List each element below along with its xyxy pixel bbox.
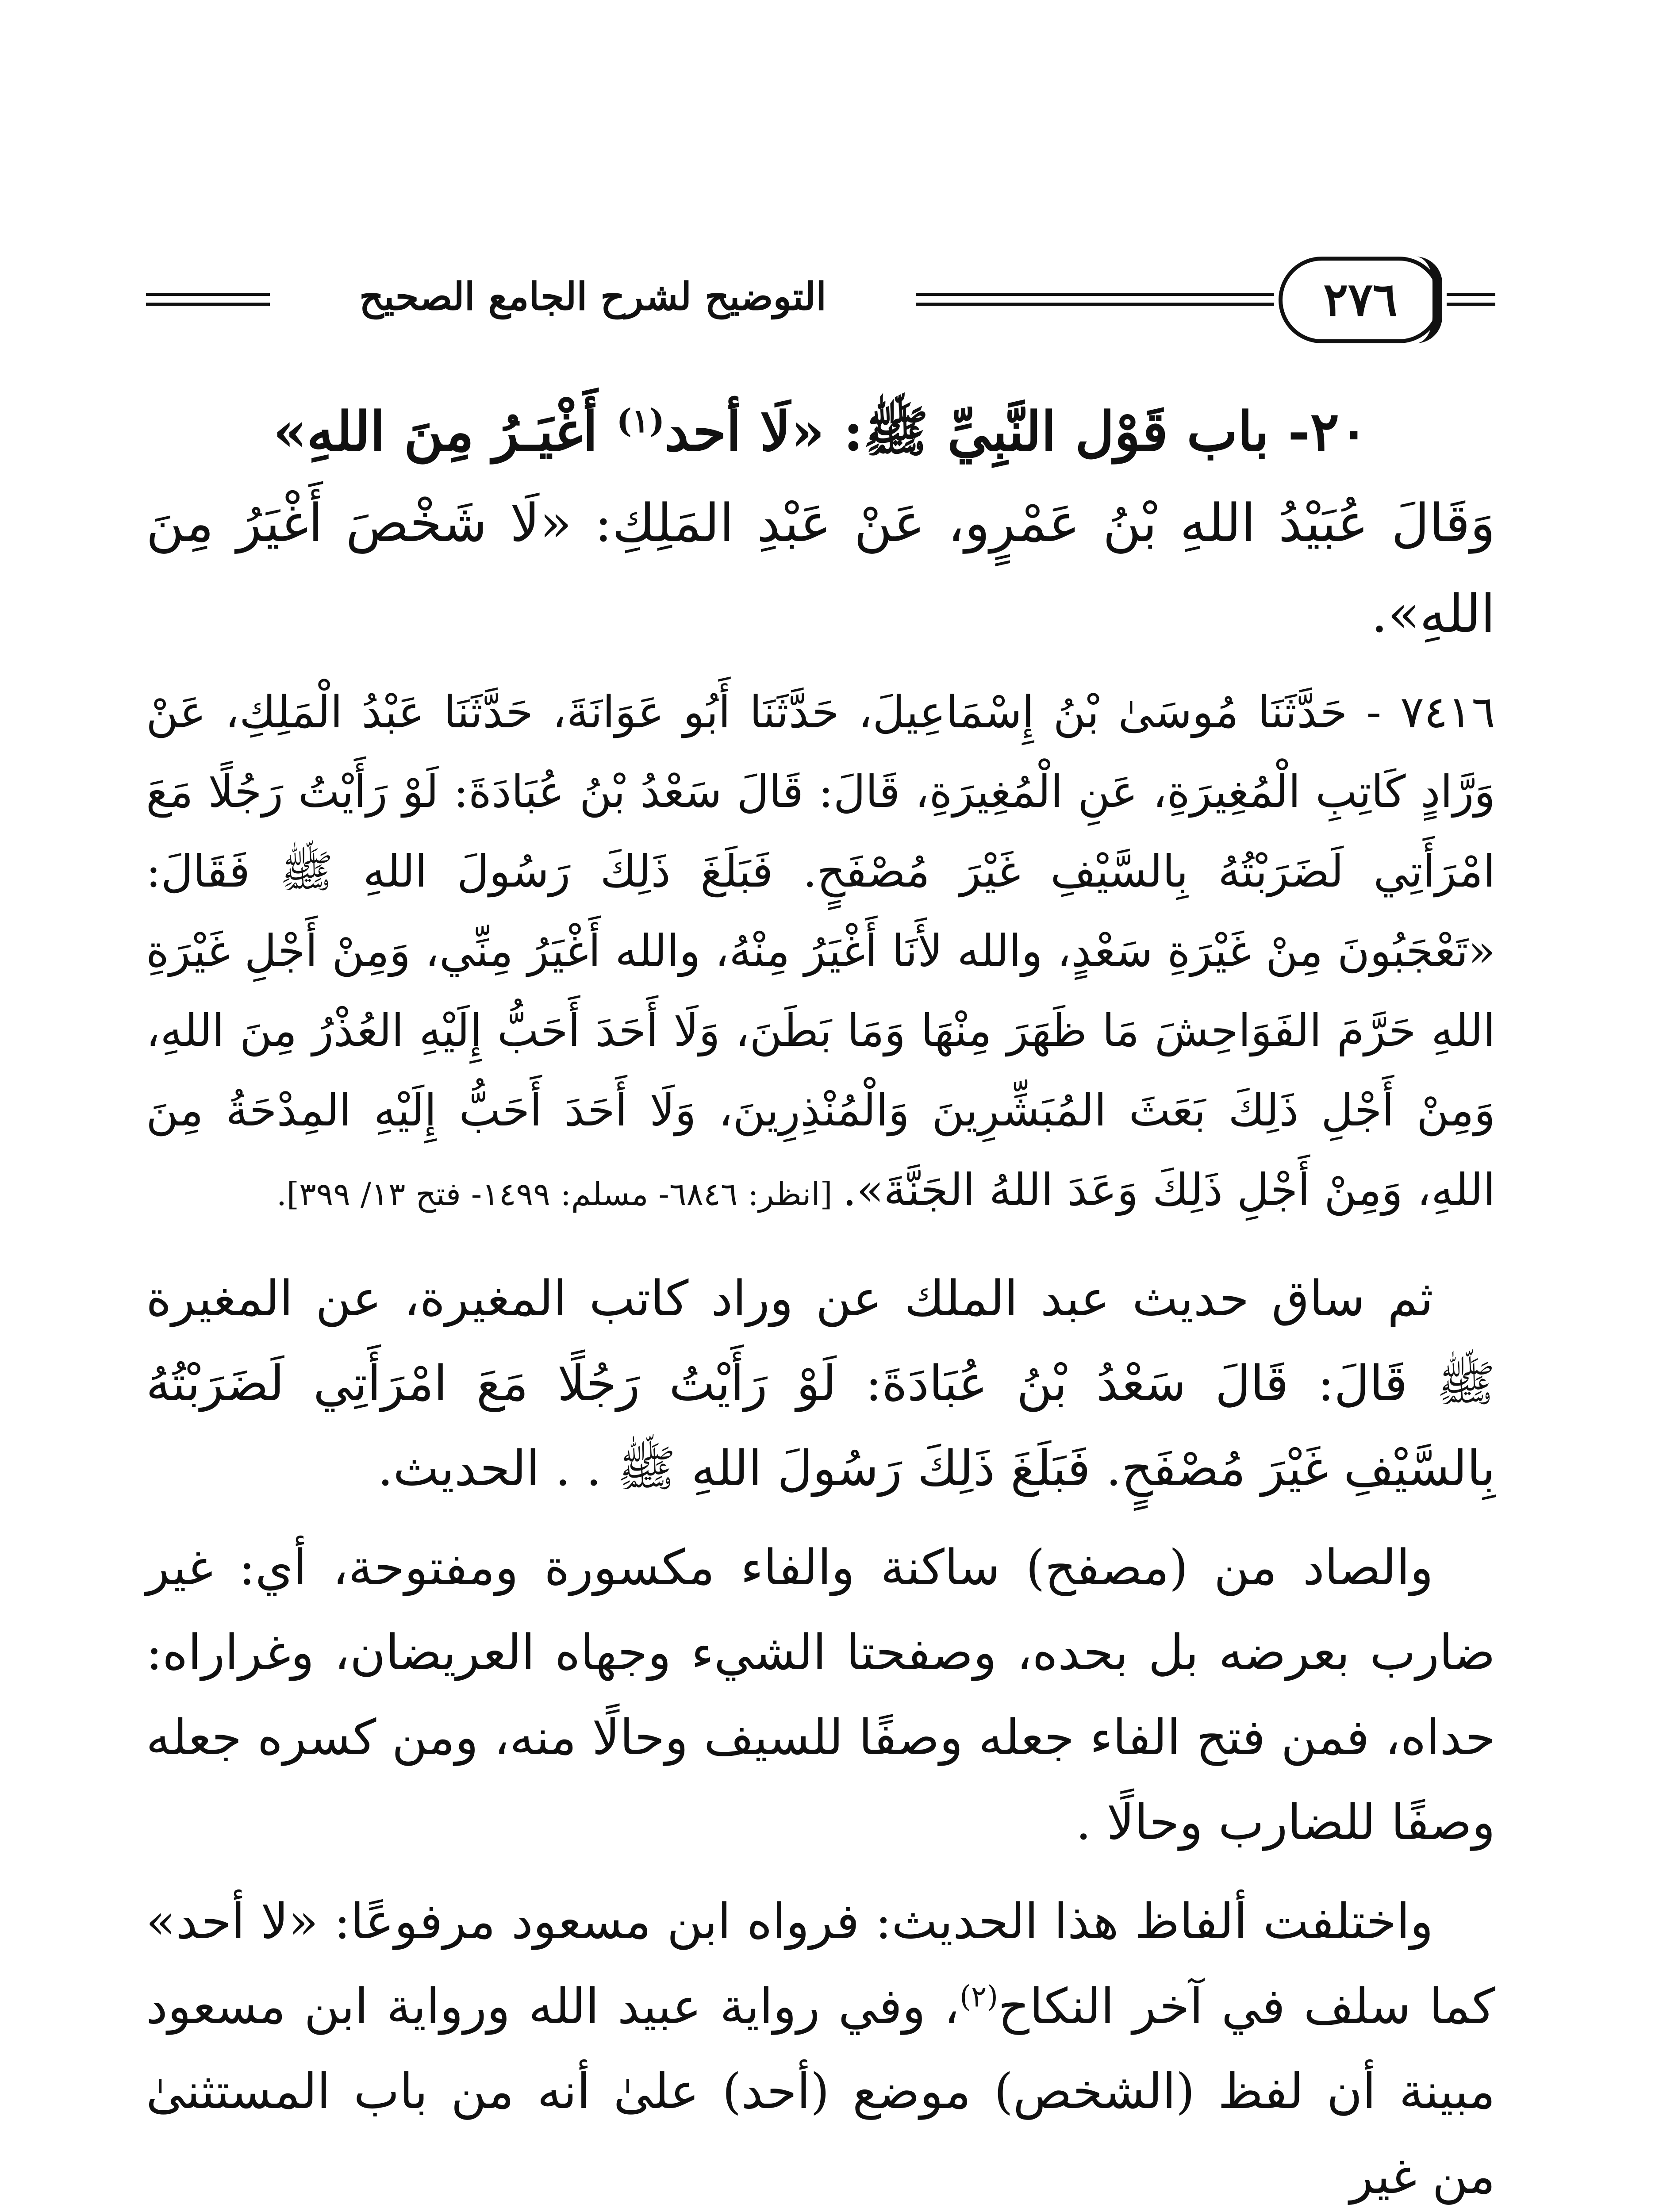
page-number-badge-ornament <box>1416 257 1442 343</box>
commentary-paragraph-3-text-1: واختلفت ألفاظ هذا الحديث: فرواه ابن مسعود مرفوعًا: «لا أحد» كما سلف في آخر النكاح <box>146 1893 1495 2035</box>
commentary-paragraph-1: ثم ساق حديث عبد الملك عن وراد كاتب المغيرة، عن المغيرة ﷺ قَالَ: قَالَ سَعْدُ بْنُ عُبَادَةَ: لَوْ رَأَيْتُ رَجُلًا مَعَ امْرَأَتِي لَضَرَبْتُهُ بِالسَّيْفِ غَيْرَ مُصْفَحٍ. فَبَلَغَ ذَلِكَ رَسُولَ اللهِ ﷺ . . الحديث. <box>146 1270 1495 1497</box>
commentary-paragraph-3 <box>146 1879 1495 2212</box>
main-text <box>146 389 1495 2212</box>
chapter-heading <box>146 389 1495 473</box>
commentary-paragraph-2: والصاد من (مصفح) ساكنة والفاء مكسورة ومفتوحة، أي: غير ضارب بعرضه بل بحده، وصفحتا الشيء وجهاه العريضان، وغراراه: حداه، فمن فتح الفاء جعله وصفًا للسيف وحالًا منه، ومن كسره جعله وصفًا للضارب وحالًا . <box>146 1539 1495 1851</box>
chapter-heading-text-2: أَغْيَـرُ مِنَ اللهِ» <box>273 399 617 463</box>
commentary-paragraph-3-text-2: ، وفي رواية عبيد الله ورواية ابن مسعود مبينة أن لفظ (الشخص) موضع (أحد) علىٰ أنه من باب المستثنىٰ من غير <box>146 1978 1495 2204</box>
header-rule-left-top <box>146 293 270 296</box>
header-rule-right-top <box>1447 293 1495 296</box>
hadith-reference: [انظر: ٦٨٤٦- مسلم: ١٤٩٩- فتح ١٣/ ٣٩٩]. <box>276 1175 843 1213</box>
chapter-intro: وَقَالَ عُبَيْدُ اللهِ بْنُ عَمْرٍو، عَنْ عَبْدِ المَلِكِ: «لَا شَخْصَ أَغْيَرُ مِنَ اللهِ». <box>146 492 1495 644</box>
hadith-body: ٧٤١٦ - حَدَّثَنَا مُوسَىٰ بْنُ إِسْمَاعِيلَ، حَدَّثَنَا أَبُو عَوَانَةَ، حَدَّثَنَا عَبْدُ الْمَلِكِ، عَنْ وَرَّادٍ كَاتِبِ الْمُغِيرَةِ، عَنِ الْمُغِيرَةِ، قَالَ: قَالَ سَعْدُ بْنُ عُبَادَةَ: لَوْ رَأَيْتُ رَجُلًا مَعَ امْرَأَتِي لَضَرَبْتُهُ بِالسَّيْفِ غَيْرَ مُصْفَحٍ. فَبَلَغَ ذَلِكَ رَسُولَ اللهِ ﷺ فَقَالَ: «تَعْجَبُونَ مِنْ غَيْرَةِ سَعْدٍ، والله لأَنَا أَغْيَرُ مِنْهُ، والله أَغْيَرُ مِنِّي، وَمِنْ أَجْلِ غَيْرَةِ اللهِ حَرَّمَ الفَوَاحِشَ مَا ظَهَرَ مِنْهَا وَمَا بَطَنَ، وَلَا أَحَدَ أَحَبُّ إِلَيْهِ العُذْرُ مِنَ اللهِ، وَمِنْ أَجْلِ ذَلِكَ بَعَثَ المُبَشِّرِينَ وَالْمُنْذِرِينَ، وَلَا أَحَدَ أَحَبُّ إِلَيْهِ المِدْحَةُ مِنَ اللهِ، وَمِنْ أَجْلِ ذَلِكَ وَعَدَ اللهُ الجَنَّةَ». <box>146 686 1495 1216</box>
header-rule-middle-top <box>916 293 1274 296</box>
header-rule-middle-bottom <box>916 303 1274 306</box>
page-number: ٢٧٦ <box>1323 272 1398 326</box>
footnote-marker-2: (٢) <box>960 1979 998 2014</box>
header-rule-left-bottom <box>146 303 270 306</box>
chapter-heading-text-1: ٢٠- باب قَوْل النَّبِيِّ ﷺ: «لَا أحد <box>664 399 1368 463</box>
running-header <box>146 257 1495 345</box>
hadith-text <box>146 672 1495 1234</box>
header-rule-right-bottom <box>1447 303 1495 306</box>
footnote-marker-1: (١) <box>616 402 665 440</box>
running-title: التوضيح لشرح الجامع الصحيح <box>359 274 826 319</box>
